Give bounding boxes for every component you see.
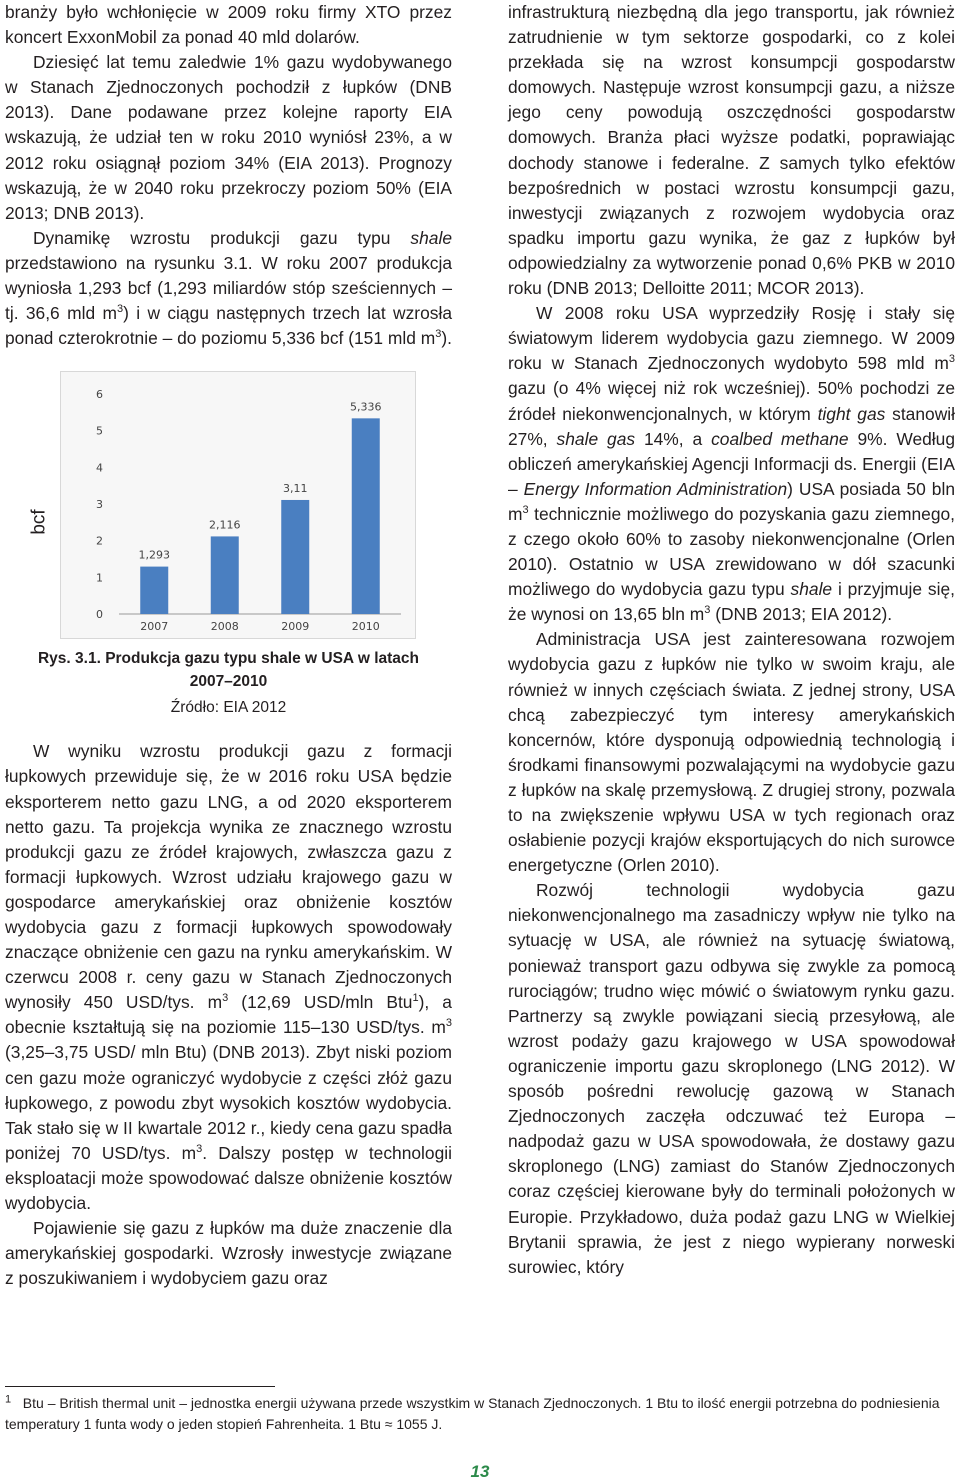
y-axis-label: bcf xyxy=(28,509,50,535)
x-tick-label: 2008 xyxy=(210,620,239,634)
x-tick-label: 2007 xyxy=(140,620,169,634)
x-tick-label: 2009 xyxy=(281,620,310,634)
page-number: 13 xyxy=(470,1462,490,1481)
left-column xyxy=(5,0,452,1291)
figure-caption: Rys. 3.1. Produkcja gazu typu shale w USA w latach 2007–2010 xyxy=(37,650,419,691)
paragraph: Dynamikę wzrostu produkcji gazu typu shale przedstawiono na rysunku 3.1. W roku 2007 produkcja wyniosła 1,293 bcf (1,293 miliardów stóp sześciennych – tj. 36,6 mld $m^3$) i w ciągu następnych trzech lat wzrosła ponad czterokrotnie – do poziomu 5,336 bcf (151 mld $m^3$). xyxy=(5,227,452,349)
paragraph: W 2008 roku USA wyprzedziły Rosję i stały się światowym liderem wydobycia gazu ziemnego. W 2009 roku w Stanach Zjednoczonych wydobyto 598 mld $m^3$ gazu (o 4% więcej niż rok wcześniej). 50% pochodzi ze źródeł niekonwencjonalnych, w którym tight gas stanowił 27%, shale gas 14%, a coalbed methane 9%. Według obliczeń amerykańskiej Agencji Informacji ds. Energii (EIA – Energy Information Administration) USA posiada 50 bln $m^3$ technicznie możliwego do pozyskania gazu ziemnego, z czego około 60% to zasoby niekonwencjonalne (Orlen 2010). Ostatnio w USA zrewidowano w dół szacunki możliwego do wydobycia gazu typu shale i przyjmuje się, że wynosi on 13,65 bln $m^3$ (DNB 2013; EIA 2012). xyxy=(508,303,955,625)
bar xyxy=(211,537,239,615)
paragraph: branży było wchłonięcie w 2009 roku firmy XTO przez koncert ExxonMobil za ponad 40 mld dolarów. xyxy=(5,2,452,48)
y-tick-label: 4 xyxy=(96,461,103,475)
data-label: 1,293 xyxy=(138,548,170,562)
y-tick-label: 0 xyxy=(96,608,103,622)
y-tick-label: 3 xyxy=(96,498,103,512)
data-label: 5,336 xyxy=(350,400,382,414)
footnote-divider xyxy=(5,1386,275,1387)
y-tick-label: 1 xyxy=(96,571,103,585)
chart-frame xyxy=(60,371,416,639)
bar xyxy=(140,567,168,614)
paragraph: Pojawienie się gazu z łupków ma duże znaczenie dla amerykańskiej gospodarki. Wzrosły inwestycje związane z poszukiwaniem i wydobyciem gazu oraz xyxy=(5,1218,452,1289)
footnote: $^1$ Btu – British thermal unit – jednostka energii używana przede wszystkim w Stanach Zjednoczonych. 1 Btu to ilość energii potrzebna do podniesienia temperatury 1 funta wody o jeden stopień Fahrenheita. 1 Btu ≈ 1055 J. xyxy=(5,1393,940,1432)
y-tick-label: 2 xyxy=(96,534,103,548)
data-label: 2,116 xyxy=(209,518,241,532)
y-tick-label: 6 xyxy=(96,388,103,402)
x-tick-label: 2010 xyxy=(351,620,380,634)
paragraph: W wyniku wzrostu produkcji gazu z formacji łupkowych przewiduje się, że w 2016 roku USA będzie eksporterem netto gazu LNG, a od 2020 eksporterem netto gazu. Ta projekcja wynika ze znacznego wzrostu produkcji gazu ze źródeł krajowych, zwłaszcza gazu z formacji łupkowych. Wzrost udziału krajowego gazu w gospodarce amerykańskiej oraz obniżenie kosztów wydobycia gazu z formacji łupkowych spowodowały znaczące obniżenie cen gazu na rynku amerykańskim. W czerwcu 2008 r. ceny gazu w Stanach Zjednoczonych wynosiły 450 USD/tys. $m^3$ (12,69 USD/mln Btu$^1$), a obecnie kształtują się na poziomie 115–130 USD/tys. $m^3$ (3,25–3,75 USD/ mln Btu) (DNB 2013). Zbyt niski poziom cen gazu może ograniczyć wydobycie z części złóż gazu łupkowego, z powodu zbyt wysokich kosztów wydobycia. Tak stało się w II kwartale 2012 r., kiedy cena gazu spadła poniżej 70 USD/tys. $m^3$. Dalszy postęp w technologii eksploatacji może spowodować dalsze obniżenie kosztów wydobycia. xyxy=(5,741,452,1213)
paragraph: Dziesięć lat temu zaledwie 1% gazu wydobywanego w Stanach Zjednoczonych pochodził z łupków (DNB 2013). Dane podawane przez kolejne raporty EIA wskazują, że udział ten w roku 2010 wyniósł 23%, a w 2012 roku osiągnął poziom 34% (EIA 2013). Prognozy wskazują, że w 2040 roku przekroczy poziom 50% (EIA 2013; DNB 2013). xyxy=(5,52,452,223)
right-column xyxy=(508,0,955,1280)
figure-3-1 xyxy=(5,371,452,639)
bar xyxy=(352,419,380,615)
bar xyxy=(281,500,309,614)
y-tick-label: 5 xyxy=(96,424,103,438)
paragraph: Rozwój technologii wydobycia gazu niekonwencjonalnego ma zasadniczy wpływ nie tylko na sytuację w USA, ale również na sytuację światową, ponieważ transport gazu odbywa się zwykle za pomocą rurociągów; trudno więc mówić o światowym rynku gazu. Partnerzy są zwykle powiązani siecią przesyłową, ale wzrost podaży gazu krajowego w USA spowodował ograniczenie importu gazu skroplonego (LNG 2012). W sposób pośredni rewolucję gazową w Stanach Zjednoczonych zaczęła odczuwać też Europa – nadpodaż gazu w USA spowodowała, że dostawy gazu skroplonego (LNG) zamiast do Stanów Zjednoczonych coraz częściej kierowane były do terminali położonych w Europie. Przykładowo, duża podaż gazu LNG w Wielkiej Brytanii sprawia, że jest z niego wypierany norweski surowiec, który xyxy=(508,880,955,1277)
paragraph: Administracja USA jest zainteresowana rozwojem wydobycia gazu z łupków nie tylko w swoim kraju, ale również w innych częściach świata. Z jednej strony, USA chcą zabezpieczyć tym interesy amerykańskich koncernów, które dysponują odpowiednią technologią i środkami finansowymi pozwalającymi na wydobycie gazu z łupków na skalę przemysłową. Z drugiej strony, pozwala to na zwiększenie wpływu USA w tych regionach oraz osłabienie pozycji krajów eksportujących do nich surowce energetyczne (Orlen 2010). xyxy=(508,629,955,876)
data-label: 3,11 xyxy=(283,482,308,496)
bar-chart xyxy=(61,372,415,638)
figure-source: Źródło: EIA 2012 xyxy=(170,699,287,717)
paragraph: infrastrukturą niezbędną dla jego transportu, jak również zatrudnienie w tym sektorze gospodarki, co z kolei przekłada się na wzrost konsumpcji gospodarstw domowych. Następuje wzrost konsumpcji gazu, a niższe jego ceny powodują oszczędności gospodarstw domowych. Branża płaci wyższe podatki, poprawiając dochody stanowe i federalne. Z samych tylko efektów bezpośrednich w postaci wzrostu konsumpcji gazu, inwestycji związanych z rozwojem wydobycia oraz spadku importu gazu wynika, że gaz z łupków był odpowiedzialny za wytworzenie ponad 0,6% PKB w 2010 roku (DNB 2013; Delloitte 2011; MCOR 2013). xyxy=(508,2,955,299)
